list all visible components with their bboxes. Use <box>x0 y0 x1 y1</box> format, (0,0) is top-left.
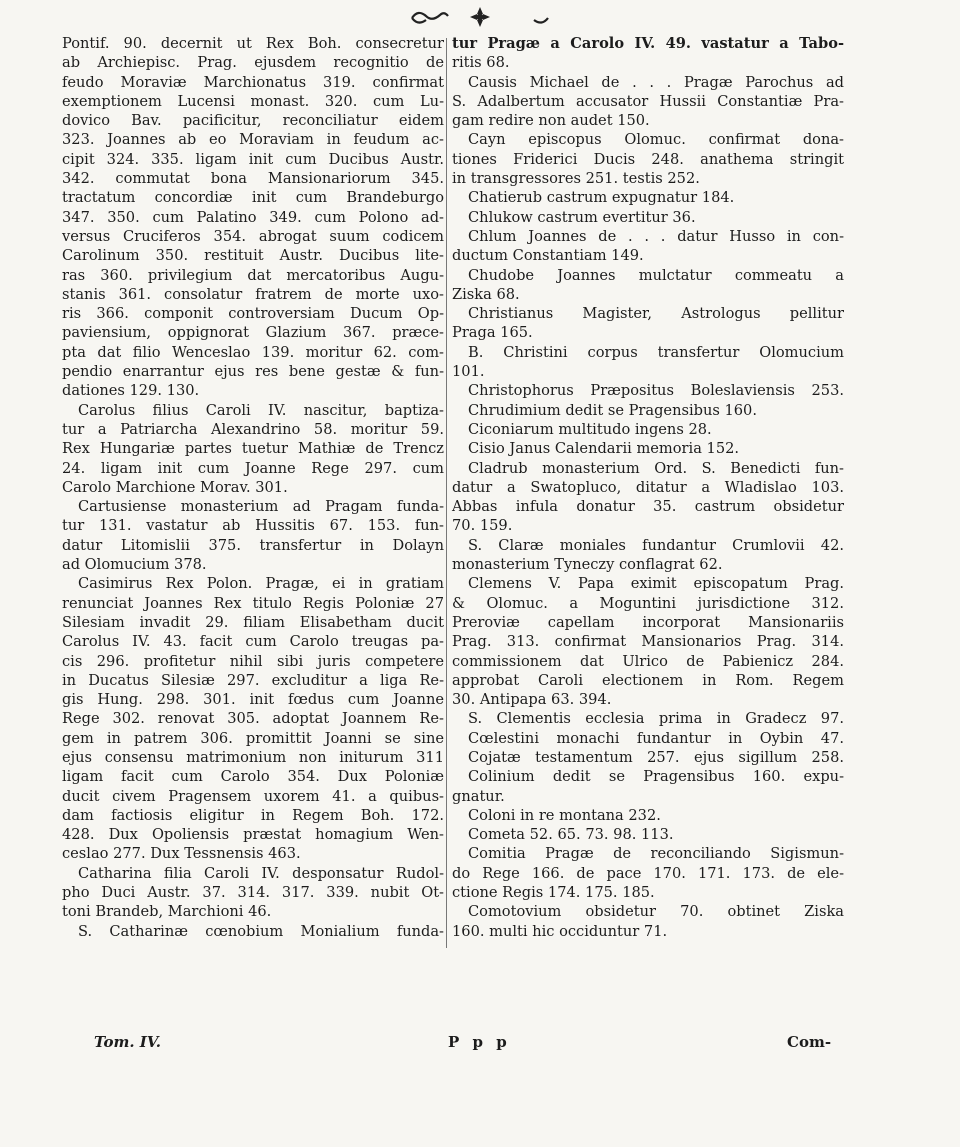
text-line: 342. commutat bona Mansionariorum 345. <box>62 170 444 188</box>
text-line: cipit 324. 335. ligam init cum Ducibus Austr. <box>62 150 444 168</box>
text-line: gam redire non audet 150. <box>452 112 650 130</box>
text-line: in transgressores 251. testis 252. <box>452 170 700 188</box>
text-line: & Olomuc. a Moguntini jurisdictione 312. <box>452 594 844 612</box>
text-line: datur a Swatopluco, ditatur a Wladislao 103. <box>452 478 844 496</box>
text-line: ritis 68. <box>452 54 510 72</box>
text-line: Cisio Janus Calendarii memoria 152. <box>468 440 740 458</box>
text-line: Chrudimium dedit se Pragensibus 160. <box>468 401 757 419</box>
text-line: Comotovium obsidetur 70. obtinet Ziska <box>468 903 844 921</box>
text-line: gnatur. <box>452 787 505 805</box>
text-line: ducit civem Pragensem uxorem 41. a quibus- <box>62 787 444 805</box>
text-line: stanis 361. consolatur fratrem de morte uxo- <box>62 285 444 303</box>
text-line: exemptionem Lucensi monast. 320. cum Lu- <box>62 92 444 110</box>
signature-mark: P p p <box>448 1033 511 1051</box>
text-line: ductum Constantiam 149. <box>452 247 644 265</box>
text-line: Abbas infula donatur 35. castrum obsidetur <box>452 498 844 516</box>
text-line: Rege 302. renovat 305. adoptat Joannem Re- <box>62 710 444 728</box>
text-line: Carolus filius Caroli IV. nascitur, baptiza- <box>78 401 444 419</box>
text-line: ctione Regis 174. 175. 185. <box>452 884 655 902</box>
text-line: Cometa 52. 65. 73. 98. 113. <box>468 826 674 844</box>
text-line: dovico Bav. pacificitur, reconciliatur eidem <box>62 112 444 130</box>
text-line: Cartusiense monasterium ad Pragam funda- <box>78 498 444 516</box>
text-line: approbat Caroli electionem in Rom. Regem <box>452 671 844 689</box>
text-line: tiones Friderici Ducis 248. anathema stringit <box>452 150 844 168</box>
text-line: 101. <box>452 363 485 381</box>
text-line: paviensium, oppignorat Glazium 367. præce- <box>62 324 444 342</box>
text-line: monasterium Tyneczy conflagrat 62. <box>452 556 723 574</box>
text-line: Causis Michael de . . . Pragæ Parochus ad <box>468 73 844 91</box>
text-line: Chudobe Joannes mulctatur commeatu a <box>468 266 844 284</box>
text-line: ris 366. componit controversiam Ducum Op- <box>62 305 444 323</box>
text-line: Ciconiarum multitudo ingens 28. <box>468 420 712 438</box>
text-line: cis 296. profitetur nihil sibi juris competere <box>62 652 444 670</box>
text-line: Cayn episcopus Olomuc. confirmat dona- <box>468 131 844 149</box>
text-line: feudo Moraviæ Marchionatus 319. confirmat <box>62 73 444 91</box>
text-line: ejus consensu matrimonium non initurum 311 <box>62 748 444 766</box>
text-line: Ziska 68. <box>452 285 520 303</box>
text-line: datur Litomislii 375. transfertur in Dolayn <box>62 536 444 554</box>
text-line: Cladrub monasterium Ord. S. Benedicti fun- <box>468 459 844 477</box>
text-line: tur Pragæ a Carolo IV. 49. vastatur a Tabo- <box>452 35 844 52</box>
text-line: 30. Antipapa 63. 394. <box>452 691 612 709</box>
text-line: dam factiosis eligitur in Regem Boh. 172. <box>62 806 444 824</box>
text-line: tur 131. vastatur ab Hussitis 67. 153. fun- <box>62 517 444 535</box>
text-line: S. Catharinæ cœnobium Monialium funda- <box>78 922 444 940</box>
text-line: gem in patrem 306. promittit Joanni se sine <box>62 729 444 747</box>
text-line: Catharina filia Caroli IV. desponsatur Rudol- <box>78 864 444 882</box>
text-line: ad Olomucium 378. <box>62 556 207 574</box>
page-footer <box>0 1033 960 1057</box>
text-line: pta dat filio Wenceslao 139. moritur 62. com- <box>62 343 444 361</box>
text-line: S. Adalbertum accusator Hussii Constantiæ Pra- <box>452 92 844 110</box>
column-divider <box>446 38 447 948</box>
text-line: Cojatæ testamentum 257. ejus sigillum 258. <box>468 748 844 766</box>
text-line: dationes 129. 130. <box>62 382 200 400</box>
text-line: tractatum concordiæ init cum Brandeburgo <box>62 189 444 207</box>
text-line: 160. multi hic occiduntur 71. <box>452 922 668 940</box>
text-line: Chlukow castrum evertitur 36. <box>468 208 696 226</box>
text-line: Praga 165. <box>452 324 533 342</box>
text-line: tur a Patriarcha Alexandrino 58. moritur 59. <box>62 420 444 438</box>
text-line: Clemens V. Papa eximit episcopatum Prag. <box>468 575 844 593</box>
text-line: Carolinum 350. restituit Austr. Ducibus lite- <box>62 247 444 265</box>
text-line: Chlum Joannes de . . . datur Husso in con- <box>468 227 844 245</box>
text-line: Prag. 313. confirmat Mansionarios Prag. 314. <box>452 633 844 651</box>
text-line: 323. Joannes ab eo Moraviam in feudum ac- <box>62 131 444 149</box>
text-line: Pontif. 90. decernit ut Rex Boh. consecretur <box>62 35 444 52</box>
text-line: B. Christini corpus transfertur Olomucium <box>468 343 844 361</box>
header-ornament <box>0 4 960 30</box>
text-line: 428. Dux Opoliensis præstat homagium Wen- <box>62 826 444 844</box>
text-line: S. Clementis ecclesia prima in Gradecz 97. <box>468 710 844 728</box>
text-line: versus Cruciferos 354. abrogat suum codicem <box>62 227 444 245</box>
text-line: do Rege 166. de pace 170. 171. 173. de ele- <box>452 864 844 882</box>
catchword: Com- <box>787 1033 832 1051</box>
text-line: Carolo Marchione Morav. 301. <box>62 478 288 496</box>
text-line: ras 360. privilegium dat mercatoribus Augu- <box>62 266 444 284</box>
text-line: commissionem dat Ulrico de Pabienicz 284. <box>452 652 844 670</box>
text-line: 24. ligam init cum Joanne Rege 297. cum <box>62 459 444 477</box>
text-line: gis Hung. 298. 301. init fœdus cum Joanne <box>62 691 444 709</box>
text-line: Christianus Magister, Astrologus pellitur <box>468 305 844 323</box>
text-line: Carolus IV. 43. facit cum Carolo treugas pa- <box>62 633 444 651</box>
text-line: ceslao 277. Dux Tessnensis 463. <box>62 845 301 863</box>
left-text-column <box>62 34 444 941</box>
text-line: Colinium dedit se Pragensibus 160. expu- <box>468 768 844 786</box>
text-line: Comitia Pragæ de reconciliando Sigismun- <box>468 845 844 863</box>
text-line: in Ducatus Silesiæ 297. excluditur a liga Re- <box>62 671 444 689</box>
volume-label: Tom. IV. <box>94 1033 162 1051</box>
text-line: ab Archiepisc. Prag. ejusdem recognitio de <box>62 54 444 72</box>
text-line: 70. 159. <box>452 517 513 535</box>
text-line: renunciat Joannes Rex titulo Regis Poloniæ 27 <box>62 594 444 612</box>
text-line: Rex Hungariæ partes tuetur Mathiæ de Trencz <box>62 440 444 458</box>
text-line: Coloni in re montana 232. <box>468 806 661 824</box>
text-line: 347. 350. cum Palatino 349. cum Polono ad- <box>62 208 444 226</box>
text-line: Christophorus Præpositus Boleslaviensis 253. <box>468 382 844 400</box>
text-line: Casimirus Rex Polon. Pragæ, ei in gratiam <box>78 575 444 593</box>
text-line: pendio enarrantur ejus res bene gestæ & fun- <box>62 363 444 381</box>
text-line: ligam facit cum Carolo 354. Dux Poloniæ <box>62 768 444 786</box>
right-text-column <box>452 34 844 941</box>
text-line: Cœlestini monachi fundantur in Oybin 47. <box>468 729 844 747</box>
text-line: pho Duci Austr. 37. 314. 317. 339. nubit Ot- <box>62 884 444 902</box>
text-line: toni Brandeb, Marchioni 46. <box>62 903 272 921</box>
text-line: S. Claræ moniales fundantur Crumlovii 42. <box>468 536 844 554</box>
text-line: Silesiam invadit 29. filiam Elisabetham ducit <box>62 613 444 631</box>
text-line: Chatierub castrum expugnatur 184. <box>468 189 735 207</box>
text-line: Preroviæ capellam incorporat Mansionariis <box>452 613 844 631</box>
